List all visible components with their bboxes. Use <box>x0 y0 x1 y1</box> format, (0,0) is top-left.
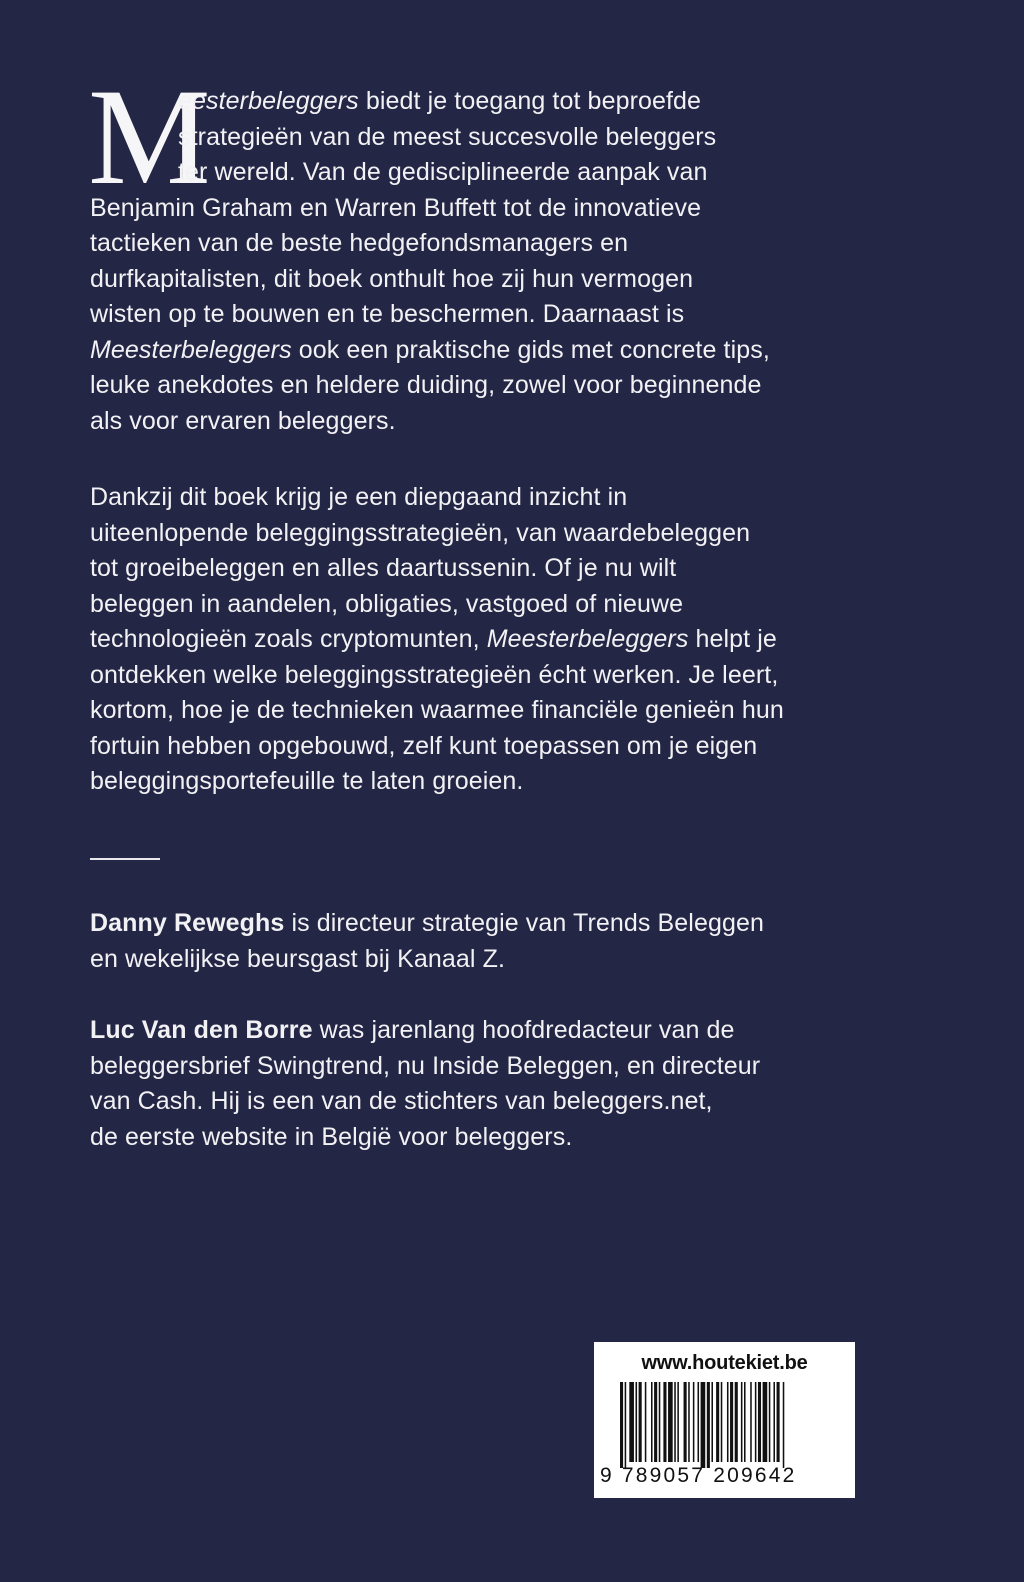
bio-line: van Cash. Hij is een van de stichters van beleggers.net, <box>90 1087 713 1115</box>
barcode-bar <box>629 1382 634 1462</box>
bio-line: Luc Van den Borre was jarenlang hoofdredacteur van de <box>90 1016 735 1044</box>
divider-rule <box>90 858 160 860</box>
barcode-bar <box>651 1382 653 1462</box>
barcode-bar <box>659 1382 661 1462</box>
para-line: tot groeibeleggen en alles daartussenin. Of je nu wilt <box>90 554 677 582</box>
bio-line: en wekelijkse beursgast bij Kanaal Z. <box>90 944 506 973</box>
barcode-label <box>594 1342 855 1498</box>
isbn-number: 9 789057 209642 <box>600 1464 797 1487</box>
para-line: kortom, hoe je de technieken waarmee financiële genieën hun <box>90 696 784 724</box>
intro-paragraph <box>88 60 830 439</box>
barcode-bar <box>721 1382 723 1462</box>
barcode-bar <box>654 1382 657 1462</box>
intro-line: ter wereld. Van de gedisciplineerde aanpak van <box>178 158 708 186</box>
barcode-bar <box>688 1382 690 1462</box>
barcode-bar <box>677 1382 679 1462</box>
author-name: Danny Reweghs <box>90 909 285 937</box>
barcode-bar <box>730 1382 733 1462</box>
barcode-bar <box>763 1382 768 1462</box>
barcode-bar <box>620 1382 623 1468</box>
barcode-bar <box>727 1382 729 1462</box>
barcode-bar <box>769 1382 771 1462</box>
para-line: beleggingsportefeuille te laten groeien. <box>90 767 524 795</box>
para-line: Dankzij dit boek krijg je een diepgaand inzicht in <box>90 483 628 511</box>
bio-line: beleggersbrief Swingtrend, nu Inside Beleggen, en directeur <box>90 1051 761 1080</box>
intro-line: durfkapitalisten, dit boek onthult hoe zij hun vermogen <box>90 264 694 293</box>
barcode-bar <box>755 1382 757 1462</box>
intro-line: wisten op te bouwen en te beschermen. Daarnaast is <box>90 300 685 328</box>
para-line: technologieën zoals cryptomunten, Meesterbeleggers helpt je <box>90 625 777 653</box>
barcode-bar <box>716 1382 719 1462</box>
intro-line: Benjamin Graham en Warren Buffett tot de innovatieve <box>90 193 702 222</box>
para-line: beleggen in aandelen, obligaties, vastgoed of nieuwe <box>90 589 684 618</box>
author-name: Luc Van den Borre <box>90 1016 313 1044</box>
barcode-bar <box>693 1382 695 1462</box>
para-line: fortuin hebben opgebouwd, zelf kunt toepassen om je eigen <box>90 731 758 760</box>
bio-line: Danny Reweghs is directeur strategie van Trends Beleggen <box>90 909 764 937</box>
bio-line: de eerste website in België voor beleggers. <box>90 1122 573 1151</box>
barcode-icon <box>620 1382 842 1468</box>
intro-line: eesterbeleggers biedt je toegang tot beproefde <box>178 87 702 115</box>
second-paragraph <box>90 480 830 800</box>
barcode-bar <box>684 1382 687 1462</box>
barcode-bar <box>750 1382 752 1462</box>
barcode-bar <box>773 1382 775 1462</box>
barcode-bar <box>636 1382 638 1462</box>
barcode-bar <box>758 1382 761 1462</box>
para-line: uiteenlopende beleggingsstrategieën, van waardebeleggen <box>90 518 751 547</box>
barcode-bar <box>663 1382 666 1462</box>
barcode-bar <box>711 1382 713 1462</box>
para-line: ontdekken welke beleggingsstrategieën écht werken. Je leert, <box>90 660 779 689</box>
intro-line: als voor ervaren beleggers. <box>90 406 396 435</box>
barcode-bar <box>674 1382 676 1462</box>
barcode-bar <box>735 1382 738 1462</box>
drop-cap: M <box>88 60 205 213</box>
intro-line: tactieken van de beste hedgefondsmanagers en <box>90 229 629 257</box>
barcode-bar <box>707 1382 710 1468</box>
barcode-bar <box>698 1382 700 1462</box>
barcode-bar <box>645 1382 647 1462</box>
author-bio-van-den-borre <box>90 1013 830 1155</box>
barcode-bar <box>668 1382 673 1462</box>
barcode-bar <box>741 1382 743 1462</box>
publisher-url: www.houtekiet.be <box>641 1352 808 1374</box>
barcode-bar <box>701 1382 706 1468</box>
barcode-bar <box>744 1382 746 1462</box>
barcode-bar <box>783 1382 785 1468</box>
barcode-bar <box>625 1382 627 1468</box>
intro-line: Meesterbeleggers ook een praktische gids met concrete tips, <box>90 335 770 364</box>
intro-line: strategieën van de meest succesvolle beleggers <box>178 122 717 151</box>
barcode-bar <box>639 1382 642 1462</box>
barcode-bar <box>777 1382 780 1462</box>
author-bio-reweghs <box>90 906 830 977</box>
intro-line: leuke anekdotes en heldere duiding, zowel voor beginnende <box>90 371 762 399</box>
